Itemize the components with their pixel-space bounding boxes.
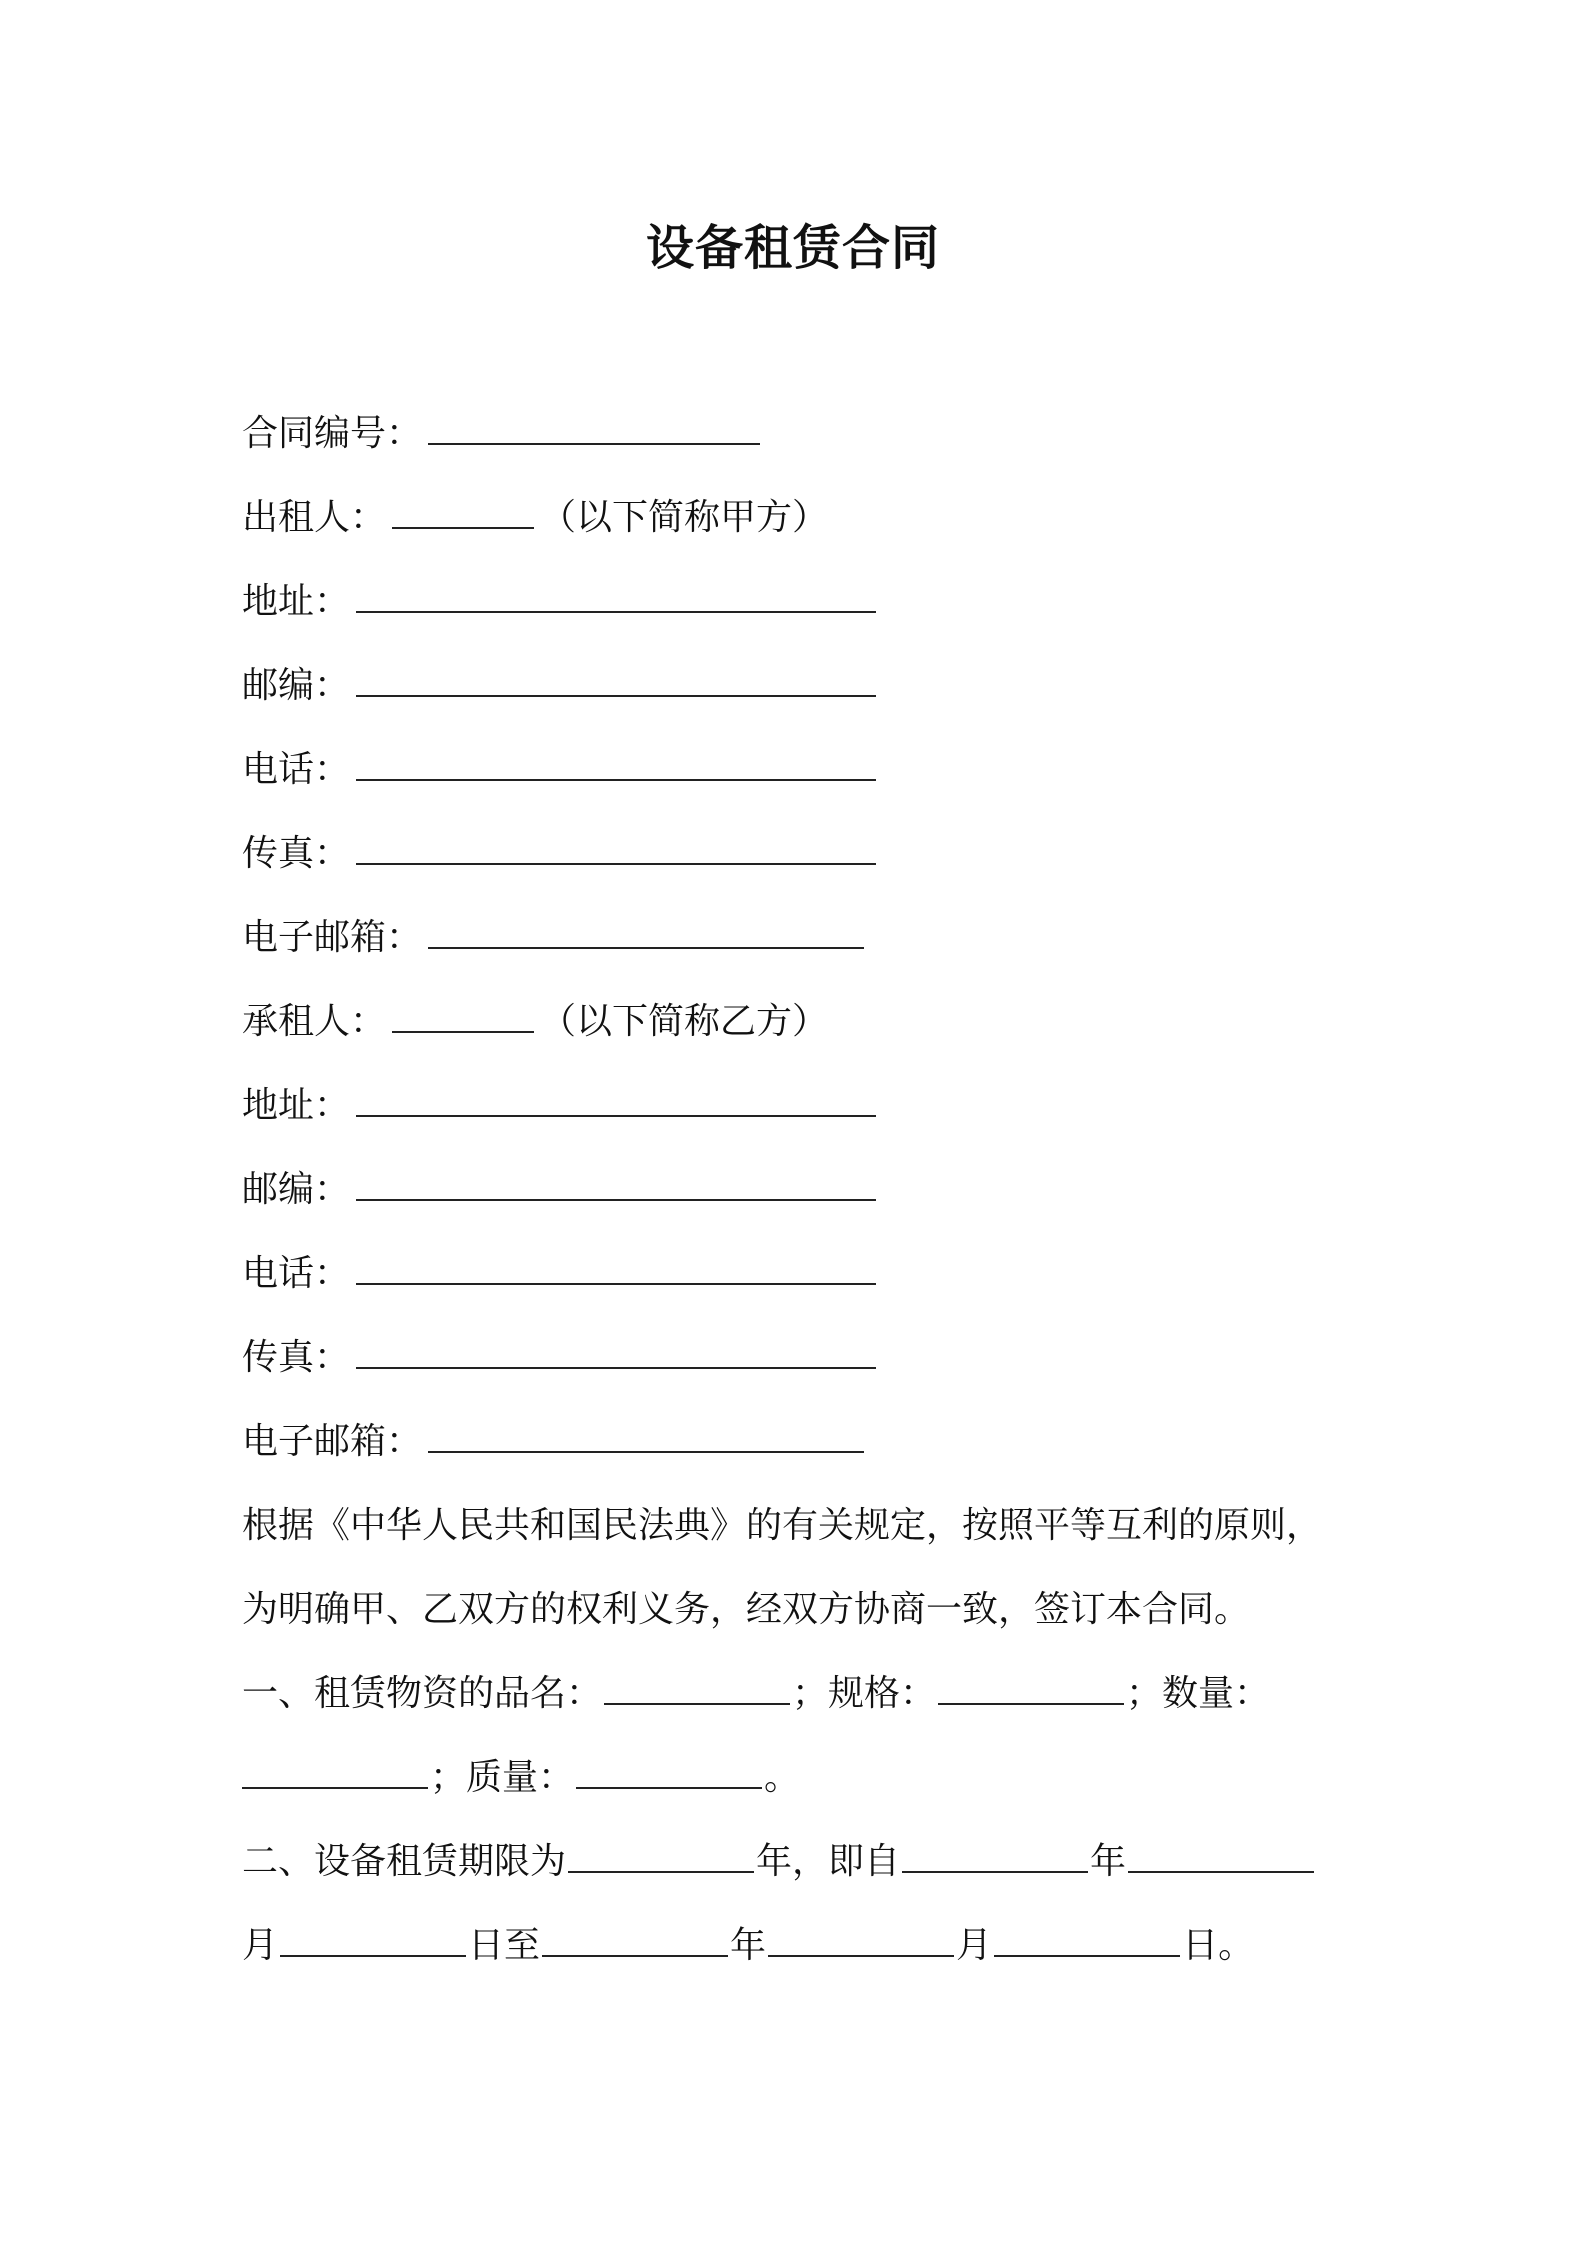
contract-number-line: [242, 410, 766, 458]
clause1-qty-label: ；数量：: [1126, 1673, 1271, 1714]
clause1-spec-label: ；规格：: [792, 1673, 937, 1714]
lessee-email-label: 电子邮箱：: [242, 1421, 423, 1462]
clause2-line-1: [242, 1838, 1316, 1886]
lessor-fax-line: [242, 830, 882, 878]
contract-number-label: 合同编号：: [242, 413, 423, 454]
lessor-address-label: 地址：: [242, 581, 351, 622]
lessee-label: 承租人：: [242, 1001, 387, 1042]
clause2-year3: 年: [730, 1925, 767, 1966]
item-spec-blank[interactable]: [938, 1673, 1124, 1705]
lessor-postcode-line: [242, 662, 882, 710]
clause1-quality-label: ；质量：: [430, 1757, 575, 1798]
clause2-month2: 月: [956, 1925, 993, 1966]
start-year-blank[interactable]: [902, 1841, 1088, 1873]
document-title: 设备租赁合同: [645, 220, 940, 276]
lessor-email-blank[interactable]: [428, 917, 864, 949]
lessee-name-blank[interactable]: [392, 1001, 534, 1033]
clause1-line-2: [242, 1754, 800, 1802]
preamble-line-1: 根据《中华人民共和国民法典》的有关规定，按照平等互利的原则，: [242, 1505, 1323, 1546]
lessee-email-line: [242, 1418, 870, 1466]
lessee-postcode-line: [242, 1166, 882, 1214]
item-name-blank[interactable]: [604, 1673, 790, 1705]
lessee-line: [242, 998, 828, 1046]
lessor-email-label: 电子邮箱：: [242, 917, 423, 958]
start-month-blank[interactable]: [1128, 1841, 1314, 1873]
lessor-phone-blank[interactable]: [356, 749, 876, 781]
end-month-blank[interactable]: [768, 1925, 954, 1957]
clause2-prefix: 二、设备租赁期限为: [242, 1841, 567, 1882]
lessee-address-line: [242, 1082, 882, 1130]
lessor-postcode-label: 邮编：: [242, 665, 351, 706]
lessee-fax-line: [242, 1334, 882, 1382]
lessee-email-blank[interactable]: [428, 1421, 864, 1453]
term-years-blank[interactable]: [568, 1841, 754, 1873]
clause1-end: 。: [764, 1757, 801, 1798]
item-qty-blank[interactable]: [242, 1757, 428, 1789]
lessor-email-line: [242, 914, 870, 962]
lessor-postcode-blank[interactable]: [356, 665, 876, 697]
clause2-year2: 年: [1090, 1841, 1127, 1882]
lessee-phone-blank[interactable]: [356, 1253, 876, 1285]
clause2-line-2: [242, 1922, 1254, 1970]
lessor-fax-blank[interactable]: [356, 833, 876, 865]
clause2-day-to: 日至: [468, 1925, 541, 1966]
clause1-line-1: [242, 1670, 1270, 1718]
lessee-note: （以下简称乙方）: [540, 1001, 829, 1042]
end-day-blank[interactable]: [994, 1925, 1180, 1957]
lessor-address-line: [242, 578, 882, 626]
lessor-phone-label: 电话：: [242, 749, 351, 790]
lessee-fax-blank[interactable]: [356, 1337, 876, 1369]
lessee-address-label: 地址：: [242, 1085, 351, 1126]
lessor-address-blank[interactable]: [356, 581, 876, 613]
item-quality-blank[interactable]: [576, 1757, 762, 1789]
clause2-year1: 年，即自: [756, 1841, 901, 1882]
lessor-name-blank[interactable]: [392, 497, 534, 529]
lessee-address-blank[interactable]: [356, 1085, 876, 1117]
lessor-note: （以下简称甲方）: [540, 497, 829, 538]
clause2-month1: 月: [242, 1925, 279, 1966]
end-year-blank[interactable]: [542, 1925, 728, 1957]
lessor-line: [242, 494, 828, 542]
lessor-phone-line: [242, 746, 882, 794]
lessee-postcode-label: 邮编：: [242, 1169, 351, 1210]
start-day-blank[interactable]: [280, 1925, 466, 1957]
lessee-phone-label: 电话：: [242, 1253, 351, 1294]
contract-number-blank[interactable]: [428, 413, 760, 445]
lessor-label: 出租人：: [242, 497, 387, 538]
clause1-prefix: 一、租赁物资的品名：: [242, 1673, 603, 1714]
preamble-line-2: 为明确甲、乙双方的权利义务，经双方协商一致，签订本合同。: [242, 1589, 1251, 1630]
lessee-fax-label: 传真：: [242, 1337, 351, 1378]
lessee-phone-line: [242, 1250, 882, 1298]
clause2-day-end: 日。: [1182, 1925, 1255, 1966]
lessor-fax-label: 传真：: [242, 833, 351, 874]
lessee-postcode-blank[interactable]: [356, 1169, 876, 1201]
